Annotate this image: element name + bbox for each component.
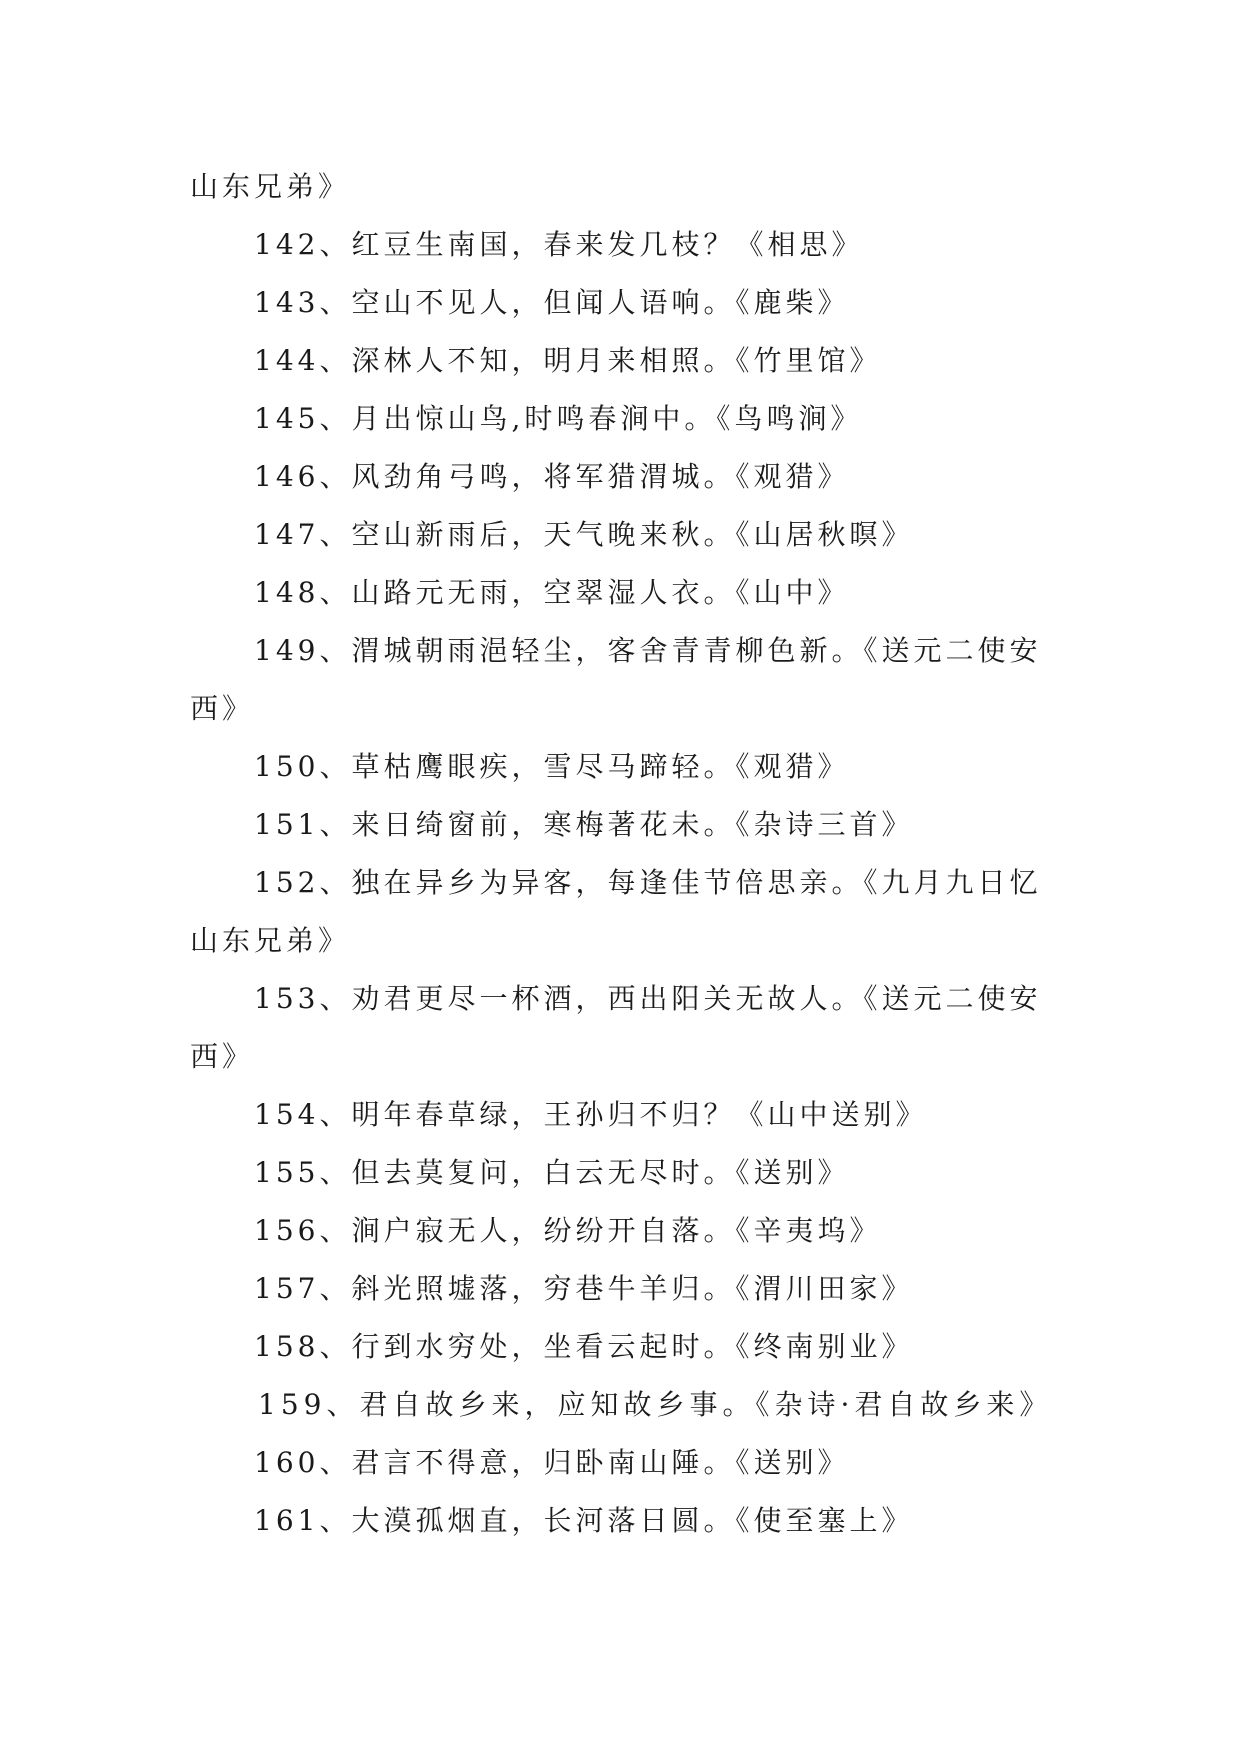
text-line: 山东兄弟》 [190,924,351,957]
text-line: 146、风劲角弓鸣，将军猎渭城。《观猎》 [254,460,850,493]
text-line: 161、大漠孤烟直，长河落日圆。《使至塞上》 [254,1504,914,1537]
text-line: 158、行到水穷处，坐看云起时。《终南别业》 [254,1330,914,1363]
text-line: 西》 [190,1040,255,1073]
text-line: 154、明年春草绿，王孙归不归？《山中送别》 [254,1098,928,1131]
text-line: 156、涧户寂无人，纷纷开自落。《辛夷坞》 [254,1214,882,1247]
text-line: 142、红豆生南国，春来发几枝？《相思》 [254,228,864,261]
text-line: 148、山路元无雨，空翠湿人衣。《山中》 [254,576,850,609]
text-line: 155、但去莫复问，白云无尽时。《送别》 [254,1156,850,1189]
text-line: 147、空山新雨后，天气晚来秋。《山居秋暝》 [254,518,914,551]
text-line: 145、月出惊山鸟,时鸣春涧中。《鸟鸣涧》 [254,402,863,435]
text-line: 152、独在异乡为异客，每逢佳节倍思亲。《九月九日忆 [254,866,1042,899]
text-line: 149、渭城朝雨浥轻尘，客舍青青柳色新。《送元二使安 [254,634,1042,667]
text-line: 150、草枯鹰眼疾，雪尽马蹄轻。《观猎》 [254,750,850,783]
text-line: 山东兄弟》 [190,170,351,203]
text-line: 160、君言不得意，归卧南山陲。《送别》 [254,1446,850,1479]
text-line: 西》 [190,692,255,725]
text-line: 159、君自故乡来，应知故乡事。《杂诗·君自故乡来》 [258,1388,1053,1421]
text-line: 144、深林人不知，明月来相照。《竹里馆》 [254,344,882,377]
text-line: 143、空山不见人，但闻人语响。《鹿柴》 [254,286,850,319]
text-line: 157、斜光照墟落，穷巷牛羊归。《渭川田家》 [254,1272,914,1305]
text-line: 151、来日绮窗前，寒梅著花未。《杂诗三首》 [254,808,914,841]
poem-list [190,158,1060,1550]
text-line: 153、劝君更尽一杯酒，西出阳关无故人。《送元二使安 [254,982,1042,1015]
